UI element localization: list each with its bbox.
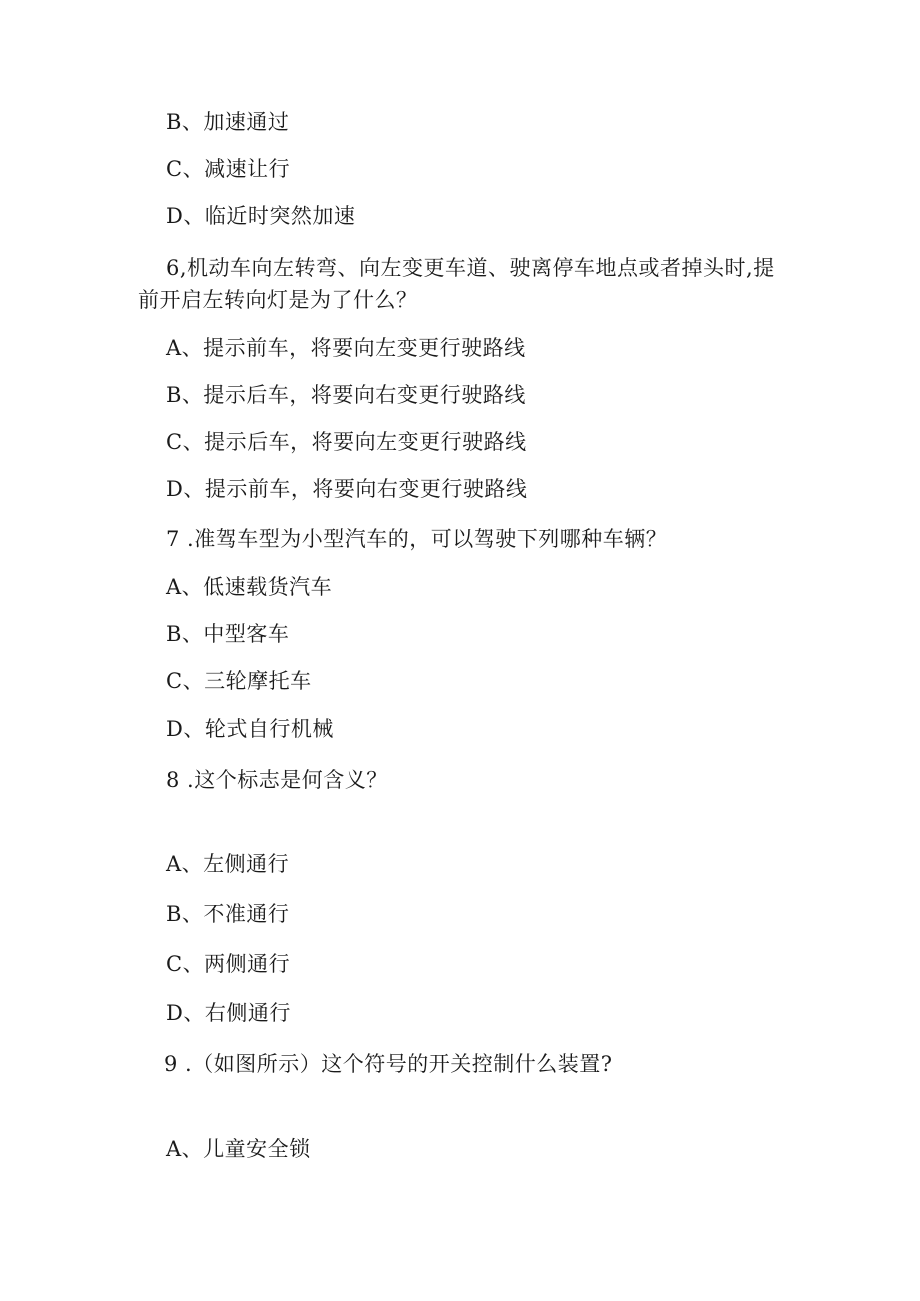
q5-option-d: D、临近时突然加速 xyxy=(166,204,356,228)
q6-option-c: C、提示后车，将要向左变更行驶路线 xyxy=(166,430,527,454)
q8-option-c: C、两侧通行 xyxy=(166,952,291,976)
q5-option-c: C、减速让行 xyxy=(166,157,291,181)
q7-question: 7 .准驾车型为小型汽车的，可以驾驶下列哪种车辆？ xyxy=(166,527,668,551)
q8-question: 8 .这个标志是何含义？ xyxy=(166,768,388,792)
q6-option-b: B、提示后车，将要向右变更行驶路线 xyxy=(166,383,526,407)
q6-option-d: D、提示前车，将要向右变更行驶路线 xyxy=(166,477,528,501)
q8-option-d: D、右侧通行 xyxy=(166,1001,291,1025)
q8-option-a: A、左侧通行 xyxy=(166,852,290,876)
q6-option-a: A、提示前车，将要向左变更行驶路线 xyxy=(166,336,526,360)
q5-option-b: B、加速通过 xyxy=(166,110,290,134)
q8-option-b: B、不准通行 xyxy=(166,902,290,926)
q7-option-c: C、三轮摩托车 xyxy=(166,669,312,693)
q7-option-a: A、低速载货汽车 xyxy=(166,575,333,599)
q7-option-d: D、轮式自行机械 xyxy=(166,717,334,741)
q7-option-b: B、中型客车 xyxy=(166,622,290,646)
q9-question: 9 .（如图所示）这个符号的开关控制什么装置? xyxy=(164,1052,613,1076)
q6-question-line-2: 前开启左转向灯是为了什么？ xyxy=(138,288,418,312)
q6-question-line-1: 6,机动车向左转弯、向左变更车道、驶离停车地点或者掉头时,提 xyxy=(166,256,775,280)
q9-option-a: A、儿童安全锁 xyxy=(166,1137,311,1161)
